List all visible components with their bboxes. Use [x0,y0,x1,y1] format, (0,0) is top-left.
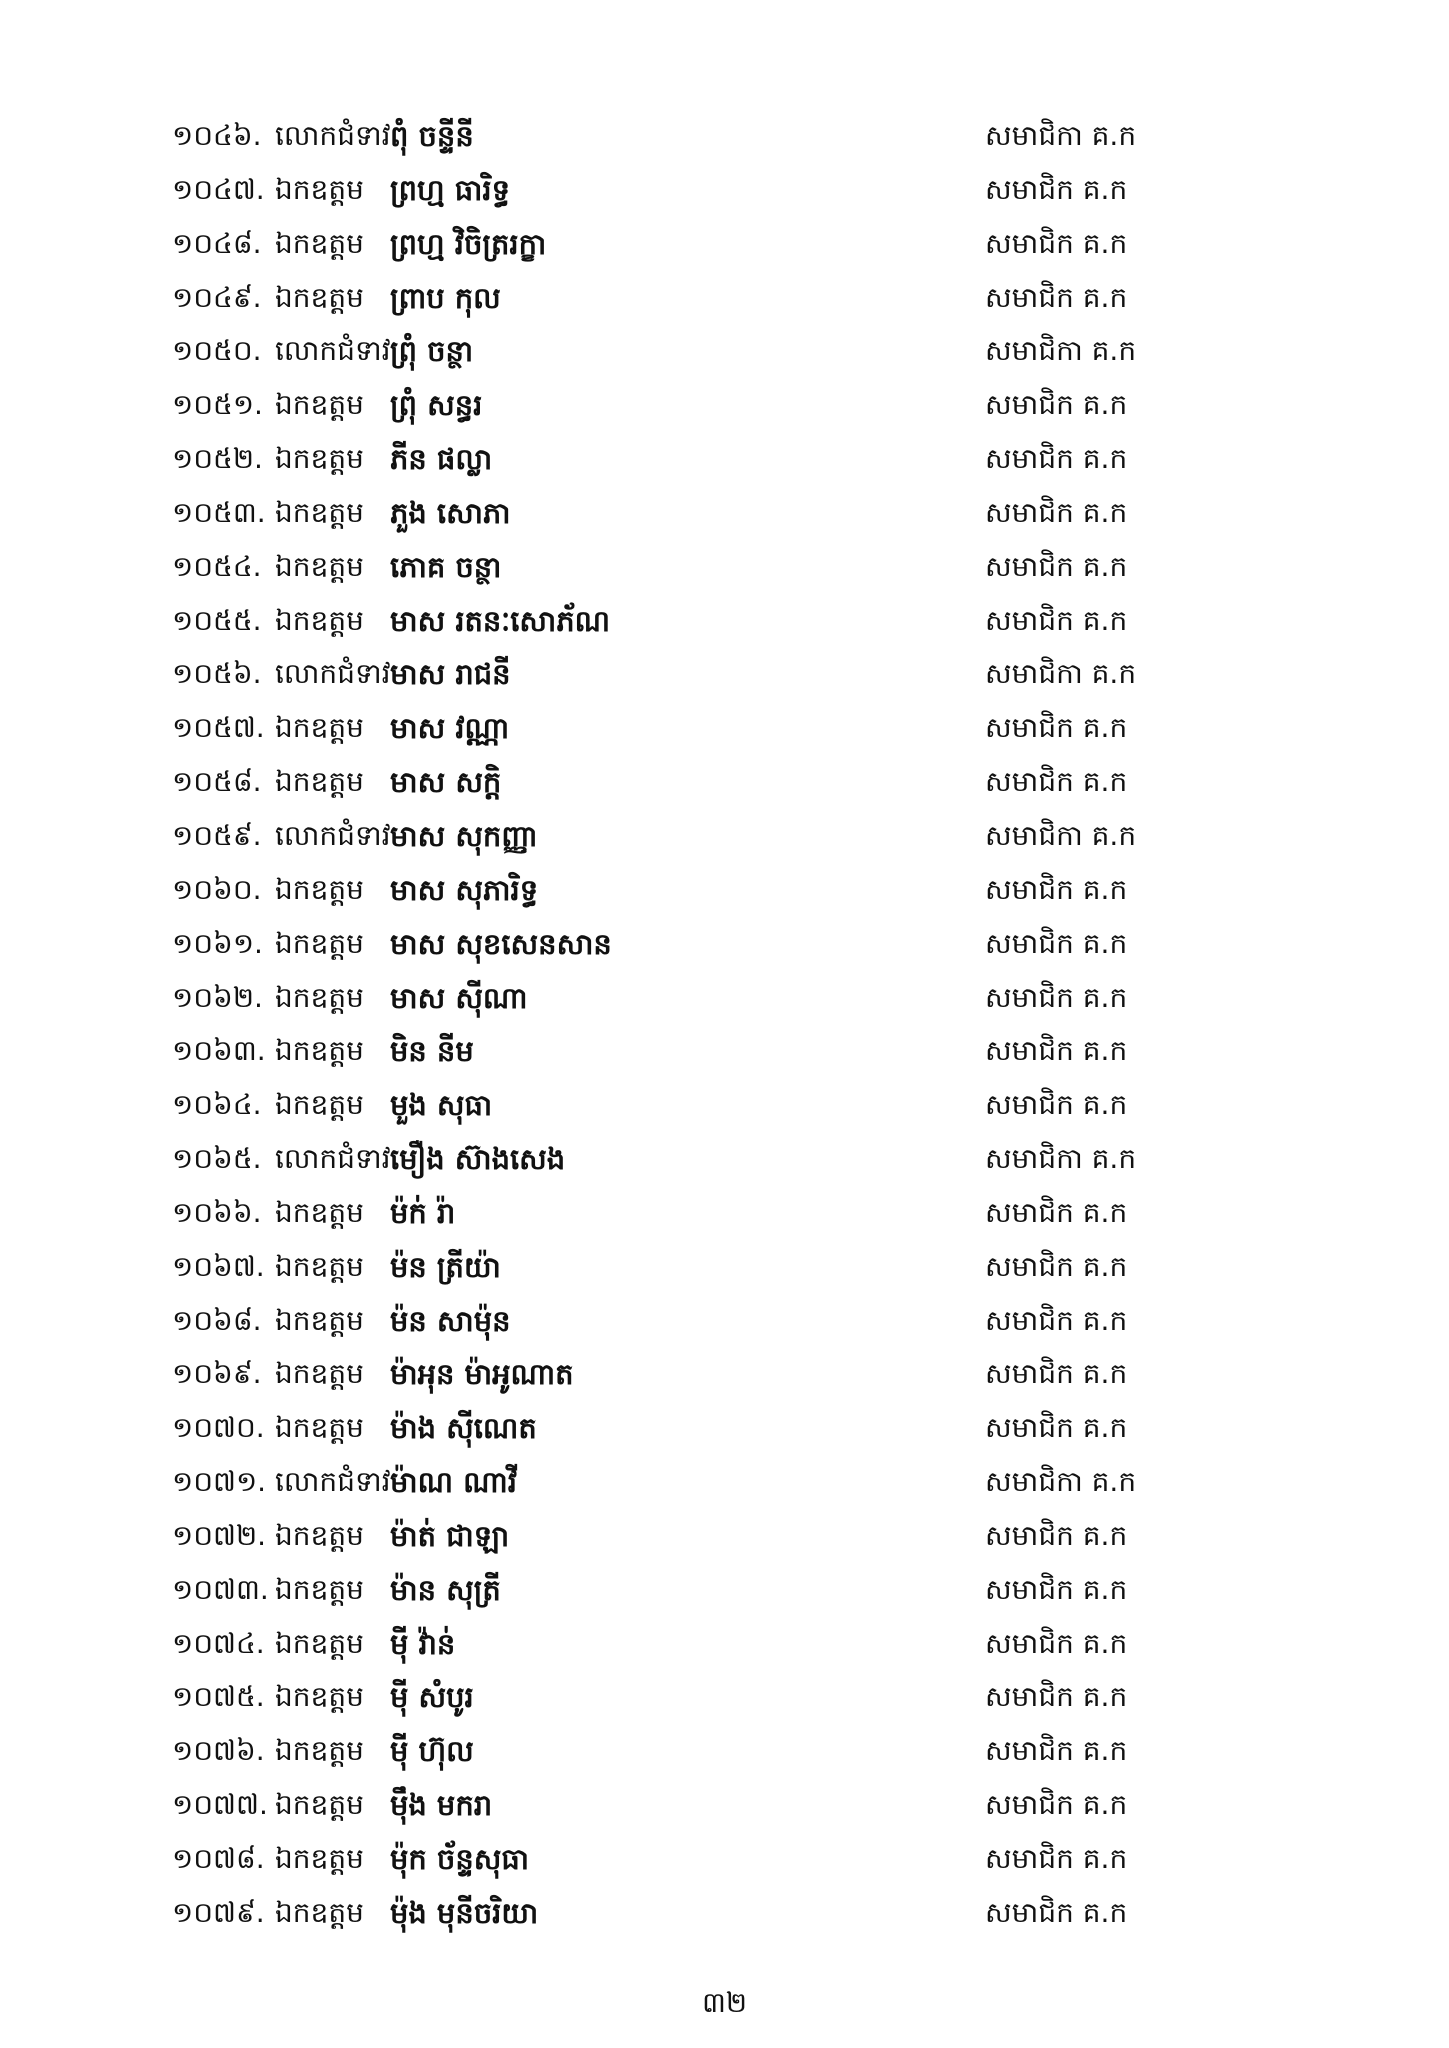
list-item [0,1348,1449,1402]
entry-name: ម៉ក់ រ៉ា [390,1195,456,1230]
list-item [0,1618,1449,1672]
entry-role: សមាជិក គ.ក [985,442,1128,476]
entry-honorific: ឯកឧត្តម [275,495,364,529]
entry-number: ១០៥៨. [172,765,262,799]
entry-honorific: ឯកឧត្តម [275,388,364,422]
entry-honorific: ឯកឧត្តម [275,1734,364,1768]
entry-honorific: ឯកឧត្តម [275,1249,364,1283]
entry-role: សមាជិក គ.ក [985,1842,1128,1875]
entry-role: សមាជិក គ.ក [985,872,1128,906]
entry-role: សមាជិក គ.ក [985,1088,1128,1122]
list-item [0,1510,1449,1564]
entry-name: ពុំ ចន្ទីនី [390,119,474,153]
list-item [0,1779,1449,1833]
list-item [0,1456,1449,1510]
entry-honorific: ឯកឧត្តម [275,1680,364,1714]
entry-honorific: ឯកឧត្តម [275,1088,364,1122]
entry-role: សមាជិក គ.ក [985,1788,1128,1822]
entry-number: ១០៧០. [172,1411,265,1445]
entry-name: ម៉ុក ច័ន្ទសុធា [390,1842,529,1876]
entry-honorific: ឯកឧត្តម [275,1842,364,1875]
entry-number: ១០៦៨. [172,1303,262,1337]
list-item [0,756,1449,810]
page-number: ៣២ [701,1986,748,2019]
entry-number: ១០៦២. [172,980,263,1014]
entry-number: ១០៦៦. [172,1195,262,1229]
entry-number: ១០៧៦. [172,1734,265,1768]
entry-role: សមាជិក គ.ក [985,1680,1128,1714]
list-item [0,487,1449,541]
entry-role: សមាជិក គ.ក [985,1572,1128,1606]
entry-honorific: ឯកឧត្តម [275,980,364,1014]
entry-role: សមាជិក គ.ក [985,603,1128,637]
entry-number: ១០៥០. [172,334,262,368]
list-item [0,810,1449,864]
entry-number: ១០៤៩. [172,280,262,314]
entry-number: ១០៤៦. [172,119,262,152]
entry-name: មាស ស៊ីណា [390,980,528,1015]
list-item [0,164,1449,218]
entry-honorific: ឯកឧត្តម [275,280,364,314]
entry-number: ១០៦០. [172,872,262,906]
list-item [0,702,1449,756]
entry-number: ១០៦១. [172,926,263,960]
list-item [0,541,1449,595]
entry-name: មឿង ស៊ាងសេង [390,1142,566,1177]
entry-number: ១០៦៥. [172,1142,262,1176]
entry-number: ១០៧២. [172,1518,267,1552]
entry-role: សមាជិក គ.ក [985,765,1128,799]
entry-role: សមាជិកា គ.ក [985,334,1137,368]
entry-honorific: ឯកឧត្តម [275,872,364,906]
entry-name: មាស សុខសេនសាន [390,926,612,961]
entry-name: ព្រុំ សន្ធរ [390,388,483,423]
entry-number: ១០៧៩. [172,1895,265,1929]
entry-honorific: ឯកឧត្តម [275,1195,364,1229]
entry-number: ១០៦៩. [172,1357,262,1391]
list-item [0,1187,1449,1241]
entry-name: ម៉ាត់ ជាឡា [390,1518,510,1553]
entry-number: ១០៥៤. [172,549,262,583]
list-item [0,595,1449,649]
list-item [0,1079,1449,1133]
entry-name: ម៉ុង មុនីចរិយា [390,1895,539,1930]
list-item [0,325,1449,379]
list-item [0,1295,1449,1349]
entry-name: ព្រហ្ម ធារិទ្ធ [390,172,510,207]
entry-honorific: លោកជំទាវ [275,1142,391,1176]
entry-honorific: ឯកឧត្តម [275,1895,364,1929]
entry-role: សមាជិកា គ.ក [985,657,1137,691]
entry-number: ១០៦៤. [172,1088,262,1122]
entry-name: ម៉ាង ស៊ីណេត [390,1411,537,1446]
list-item [0,272,1449,326]
entry-honorific: លោកជំទាវ [275,334,391,368]
list-item [0,1725,1449,1779]
entry-name: មាស រាជនី [390,657,511,692]
entry-number: ១០៥៩. [172,818,262,852]
list-item [0,1671,1449,1725]
entry-name: ព្រុំ ចន្ថា [390,334,474,369]
entry-role: សមាជិក គ.ក [985,172,1128,206]
entry-honorific: ឯកឧត្តម [275,549,364,583]
entry-number: ១០៧៤. [172,1626,265,1660]
entry-name: ព្រហ្ម វិចិត្ររក្ខា [390,226,547,261]
entry-honorific: ឯកឧត្តម [275,1034,364,1068]
entry-honorific: ឯកឧត្តម [275,226,364,260]
list-item [0,1402,1449,1456]
entry-name: ម៉ាណ ណាវី [390,1465,517,1500]
entry-role: សមាជិក គ.ក [985,280,1128,314]
entry-role: សមាជិក គ.ក [985,1411,1128,1445]
entry-role: សមាជិក គ.ក [985,1357,1128,1391]
entry-honorific: លោកជំទាវ [275,119,391,152]
entry-role: សមាជិក គ.ក [985,549,1128,583]
entry-role: សមាជិក គ.ក [985,1249,1128,1283]
entry-name: មាស សក្តិ [390,765,502,800]
entry-number: ១០៥៥. [172,603,262,637]
list-item [0,218,1449,272]
entry-number: ១០៧៨. [172,1842,265,1875]
entry-honorific: ឯកឧត្តម [275,711,364,745]
entry-honorific: ឯកឧត្តម [275,1357,364,1391]
entry-name: ម៉ន ត្រីយ៉ា [390,1249,501,1284]
entry-honorific: ឯកឧត្តម [275,1303,364,1337]
entry-honorific: ឯកឧត្តម [275,765,364,799]
entry-number: ១០៧៥. [172,1680,265,1714]
entry-honorific: ឯកឧត្តម [275,1411,364,1445]
entry-name: ភីន ផល្លា [390,442,493,477]
entry-honorific: លោកជំទាវ [275,657,391,691]
list-item [0,1833,1449,1887]
member-list [0,110,1449,1941]
entry-name: ម៉ាន សុត្រី [390,1572,501,1607]
list-item [0,379,1449,433]
entry-number: ១០៥៧. [172,711,265,745]
entry-role: សមាជិក គ.ក [985,926,1128,960]
entry-number: ១០៧៣. [172,1572,269,1606]
entry-role: សមាជិក គ.ក [985,711,1128,745]
entry-number: ១០៦៣. [172,1034,266,1068]
entry-number: ១០៥១. [172,388,263,422]
entry-role: សមាជិក គ.ក [985,1195,1128,1229]
entry-honorific: ឯកឧត្តម [275,1626,364,1660]
entry-honorific: ឯកឧត្តម [275,1572,364,1606]
entry-number: ១០៤៨. [172,226,262,260]
entry-honorific: ឯកឧត្តម [275,1518,364,1552]
entry-number: ១០៥៦. [172,657,262,691]
entry-role: សមាជិក គ.ក [985,1734,1128,1768]
entry-number: ១០៦៧. [172,1249,265,1283]
entry-role: សមាជិក គ.ក [985,1895,1128,1929]
entry-role: សមាជិកា គ.ក [985,119,1137,152]
list-item [0,1887,1449,1941]
entry-honorific: លោកជំទាវ [275,818,391,852]
entry-honorific: ឯកឧត្តម [275,442,364,476]
entry-role: សមាជិក គ.ក [985,980,1128,1014]
entry-role: សមាជិកា គ.ក [985,1465,1137,1499]
entry-role: សមាជិក គ.ក [985,1303,1128,1337]
entry-role: សមាជិក គ.ក [985,388,1128,422]
entry-role: សមាជិក គ.ក [985,226,1128,260]
list-item [0,918,1449,972]
entry-name: មាស រតនៈសោភ័ណ [390,603,611,638]
entry-name: ម៉ី វ៉ាន់ [390,1626,456,1661]
entry-name: មាស វណ្ណា [390,711,510,746]
entry-name: ភួង សោភា [390,495,511,530]
entry-role: សមាជិកា គ.ក [985,818,1137,852]
entry-role: សមាជិក គ.ក [985,1626,1128,1660]
entry-name: ព្រាប កុល [390,280,501,315]
entry-number: ១០៥២. [172,442,263,476]
entry-name: ម៉ី ហ៊ុល [390,1734,474,1769]
entry-name: ភោគ ចន្ថា [390,549,502,584]
entry-honorific: ឯកឧត្តម [275,926,364,960]
entry-name: មិន នីម [390,1034,474,1069]
entry-number: ១០៤៧. [172,172,265,206]
list-item [0,110,1449,164]
entry-honorific: ឯកឧត្តម [275,1788,364,1822]
entry-number: ១០៥៣. [172,495,266,529]
entry-name: ម៉ន សាម៉ុន [390,1303,511,1338]
entry-number: ១០៧៧. [172,1788,268,1822]
entry-name: ម៉ាអុន ម៉ាអូណាត [390,1357,574,1392]
list-item [0,864,1449,918]
list-item [0,1025,1449,1079]
entry-role: សមាជិក គ.ក [985,495,1128,529]
list-item [0,972,1449,1026]
list-item [0,1241,1449,1295]
list-item [0,1564,1449,1618]
entry-name: ម៉ឹង មករា [390,1788,493,1823]
entry-name: ម៉ី សំបូរ [390,1680,474,1715]
entry-name: មាស សុកញ្ញា [390,818,538,853]
entry-name: មួង សុធា [390,1088,493,1123]
entry-role: សមាជិក គ.ក [985,1034,1128,1068]
list-item [0,433,1449,487]
list-item [0,648,1449,702]
list-item [0,1133,1449,1187]
entry-role: សមាជិក គ.ក [985,1518,1128,1552]
entry-name: មាស សុភារិទ្ធ [390,872,539,907]
entry-honorific: ឯកឧត្តម [275,603,364,637]
entry-honorific: លោកជំទាវ [275,1465,391,1499]
entry-honorific: ឯកឧត្តម [275,172,364,206]
entry-number: ១០៧១. [172,1465,267,1499]
entry-role: សមាជិកា គ.ក [985,1142,1137,1176]
